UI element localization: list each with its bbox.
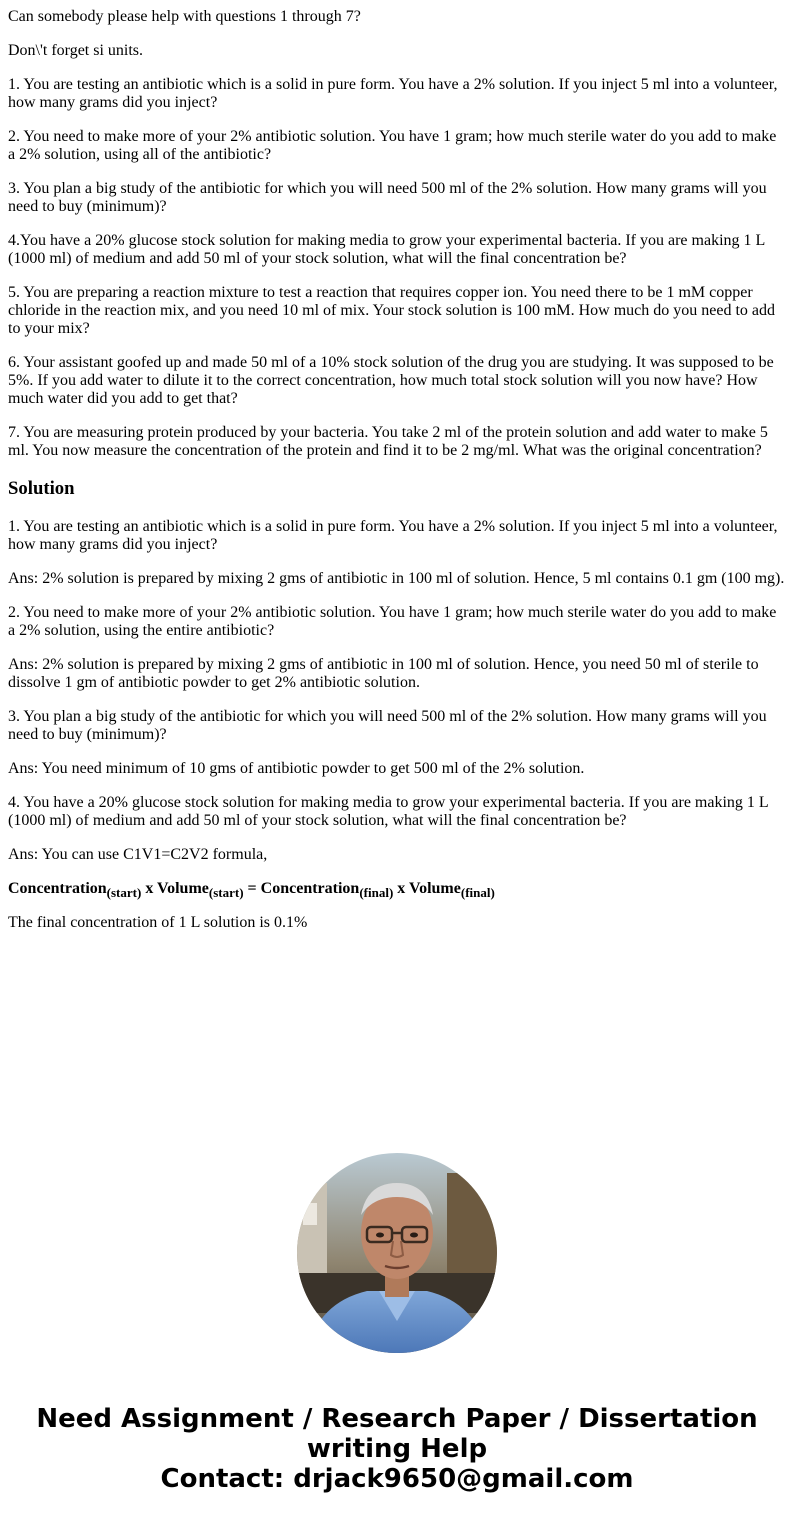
question-item-7: 7. You are measuring protein produced by your bacteria. You take 2 ml of the protein solution and add water to make 5 ml. You now measure the concentration of the protein and find it to be 2 mg/ml. What was the original concentration? [8,424,768,459]
formula-concentration-start: Concentration [8,880,107,897]
question-item-3: 3. You plan a big study of the antibiotic for which you will need 500 ml of the 2% solution. How many grams will you need to buy (minimum)? [8,180,767,215]
solution-answer-3: Ans: You need minimum of 10 gms of antibiotic powder to get 500 ml of the 2% solution. [8,760,585,777]
formula-sub-start-2: (start) [208,885,244,901]
question-note: Don\'t forget si units. [8,42,144,59]
question-item-2: 2. You need to make more of your 2% antibiotic solution. You have 1 gram; how much sterile water do you add to make a 2% solution, using all of the antibiotic? [8,128,777,163]
footer-contact [0,1404,794,1494]
formula-volume-start: x Volume [141,880,209,897]
footer-help-text: Need Assignment / Research Paper / Dissertation writing Help [36,1404,758,1464]
formula-sub-final-1: (final) [359,885,394,901]
author-avatar [297,1153,497,1353]
footer-email[interactable]: Contact: drjack9650@gmail.com [160,1464,634,1494]
solution-answer-4: Ans: You can use C1V1=C2V2 formula, [8,846,268,863]
formula-sub-start-1: (start) [106,885,142,901]
solution-question-2: 2. You need to make more of your 2% antibiotic solution. You have 1 gram; how much sterile water do you add to make a 2% solution, using the entire antibiotic? [8,604,777,639]
question-item-5: 5. You are preparing a reaction mixture to test a reaction that requires copper ion. You need there to be 1 mM copper chloride in the reaction mix, and you need 10 ml of mix. Your stock solution is 100 mM. How much do you need to add to your mix? [8,284,776,337]
solution-answer-1: Ans: 2% solution is prepared by mixing 2 gms of antibiotic in 100 ml of solution. Hence, 5 ml contains 0.1 gm (100 mg). [8,570,785,587]
formula-equals-concentration: = Concentration [243,880,360,897]
solution-answer-2: Ans: 2% solution is prepared by mixing 2 gms of antibiotic in 100 ml of solution. Hence, you need 50 ml of sterile to dissolve 1 gm of antibiotic powder to get 2% antibiotic solution. [8,656,759,691]
question-item-6: 6. Your assistant goofed up and made 50 ml of a 10% stock solution of the drug you are studying. It was supposed to be 5%. If you add water to dilute it to the correct concentration, how much total stock solution will you now have? How much water did you add to get that? [8,354,774,407]
final-concentration: The final concentration of 1 L solution is 0.1% [8,914,308,931]
document-body [8,0,786,948]
dilution-formula [8,880,786,901]
solution-question-1: 1. You are testing an antibiotic which is a solid in pure form. You have a 2% solution. If you inject 5 ml into a volunteer, how many grams did you inject? [8,518,778,553]
formula-volume-final: x Volume [393,880,461,897]
solution-heading: Solution [8,478,75,499]
author-photo-icon [297,1153,497,1353]
solution-question-3: 3. You plan a big study of the antibiotic for which you will need 500 ml of the 2% solution. How many grams will you need to buy (minimum)? [8,708,767,743]
question-item-4: 4.You have a 20% glucose stock solution for making media to grow your experimental bacteria. If you are making 1 L (1000 ml) of medium and add 50 ml of your stock solution, what will the final concentration be? [8,232,765,267]
question-intro: Can somebody please help with questions 1 through 7? [8,8,361,25]
formula-sub-final-2: (final) [460,885,495,901]
question-item-1: 1. You are testing an antibiotic which is a solid in pure form. You have a 2% solution. If you inject 5 ml into a volunteer, how many grams did you inject? [8,76,778,111]
solution-question-4: 4. You have a 20% glucose stock solution for making media to grow your experimental bacteria. If you are making 1 L (1000 ml) of medium and add 50 ml of your stock solution, what will the final concentration be? [8,794,769,829]
